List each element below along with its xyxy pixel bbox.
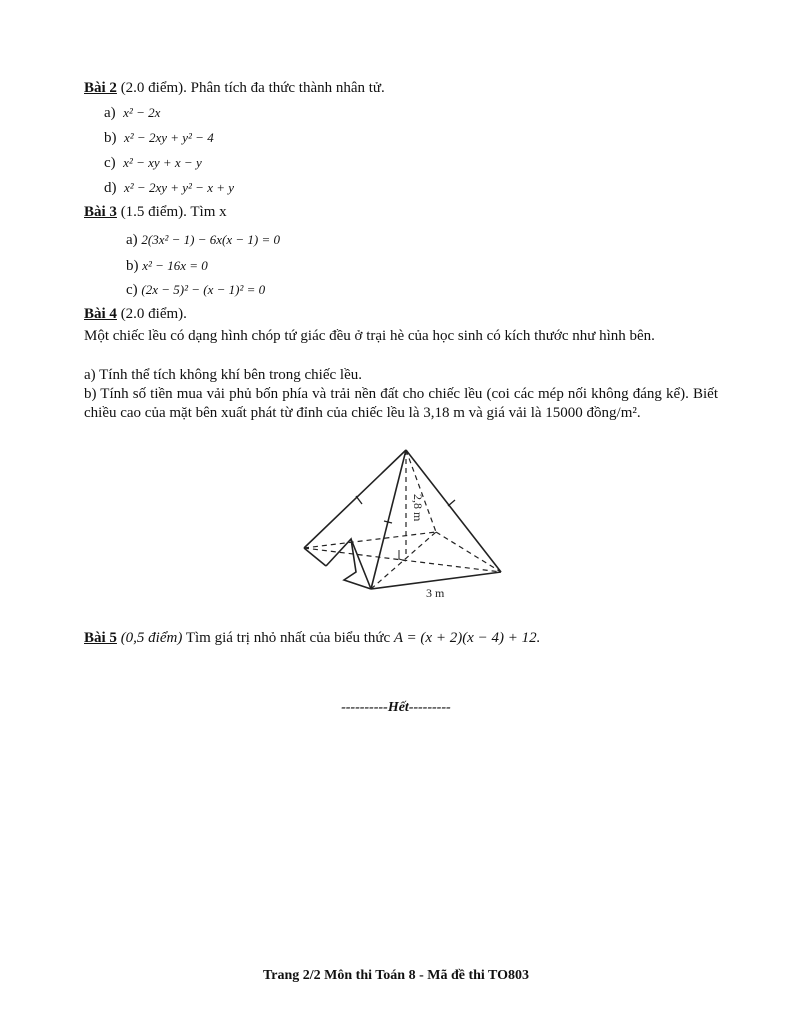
bai4-label: Bài 4 (84, 306, 117, 322)
bai4-intro: Một chiếc lều có dạng hình chóp tứ giác đều ở trại hè của học sinh có kích thước như hình bên. (84, 328, 655, 344)
bai3-label: Bài 3 (84, 204, 117, 220)
tick-mark (356, 496, 362, 504)
edge-base-back-right (436, 532, 501, 572)
page-footer: Trang 2/2 Môn thi Toán 8 - Mã đề thi TO803 (262, 968, 530, 983)
door-flap (326, 539, 371, 589)
bai2-item-a (104, 104, 160, 122)
bai2-points: (2.0 điểm). Phân tích đa thức thành nhân tử. (116, 80, 385, 96)
end-mark-text: ----------Hết--------- (341, 700, 451, 715)
bai2-item-b (104, 129, 214, 147)
edge-base-back (304, 532, 436, 548)
bai2-label: Bài 2 (84, 80, 117, 96)
bai5-text: Tìm giá trị nhỏ nhất của biểu thức (182, 630, 394, 646)
bai5-points: (0,5 điểm) (116, 630, 183, 646)
bai3-heading (84, 203, 227, 221)
bai2-heading (84, 79, 385, 97)
tick-mark (448, 500, 455, 506)
item-expression: x² − 2xy + y² − x + y (124, 180, 235, 195)
bai4-heading (84, 305, 187, 323)
item-letter: a) (126, 232, 138, 248)
item-letter: d) (104, 180, 117, 196)
end-mark (0, 700, 792, 716)
bai2-item-c (104, 154, 202, 172)
item-expression: x² − xy + x − y (123, 155, 202, 170)
item-letter: c) (104, 155, 116, 171)
item-expression: (2x − 5)² − (x − 1)² = 0 (141, 282, 266, 297)
bai4-points: (2.0 điểm). (116, 306, 187, 322)
bai4-part-a: a) Tính thể tích không khí bên trong chiếc lều. (84, 367, 362, 383)
item-letter: b) (104, 130, 117, 146)
bai3-item-b (126, 257, 208, 275)
bai5-label: Bài 5 (84, 630, 117, 646)
item-expression: x² − 2x (123, 105, 161, 120)
bai3-points: (1.5 điểm). Tìm x (116, 204, 227, 220)
height-label: 2,8 m (411, 494, 425, 522)
base-label: 3 m (426, 586, 445, 600)
item-letter: c) (126, 282, 138, 298)
bai5-heading (84, 629, 540, 647)
edge-apex-front (371, 450, 406, 589)
bai2-item-d (104, 179, 234, 197)
item-letter: b) (126, 258, 139, 274)
item-expression: 2(3x² − 1) − 6x(x − 1) = 0 (141, 232, 281, 247)
item-expression: x² − 2xy + y² − 4 (124, 130, 214, 145)
bai3-item-a (126, 231, 280, 249)
bai3-item-c (126, 281, 265, 299)
bai4-part-b: b) Tính số tiền mua vải phủ bốn phía và trải nền đất cho chiếc lều (coi các mép nối không đáng kể). Biết chiều cao của mặt bên xuất phát từ đỉnh của chiếc lều là 3,18 m và giá vải là 15000 đồng/m². (84, 386, 718, 421)
edge-apex-left (304, 450, 406, 548)
item-expression: x² − 16x = 0 (142, 258, 208, 273)
bai5-expression: A = (x + 2)(x − 4) + 12. (393, 630, 541, 646)
item-letter: a) (104, 105, 116, 121)
pyramid-tent-figure (296, 444, 506, 604)
